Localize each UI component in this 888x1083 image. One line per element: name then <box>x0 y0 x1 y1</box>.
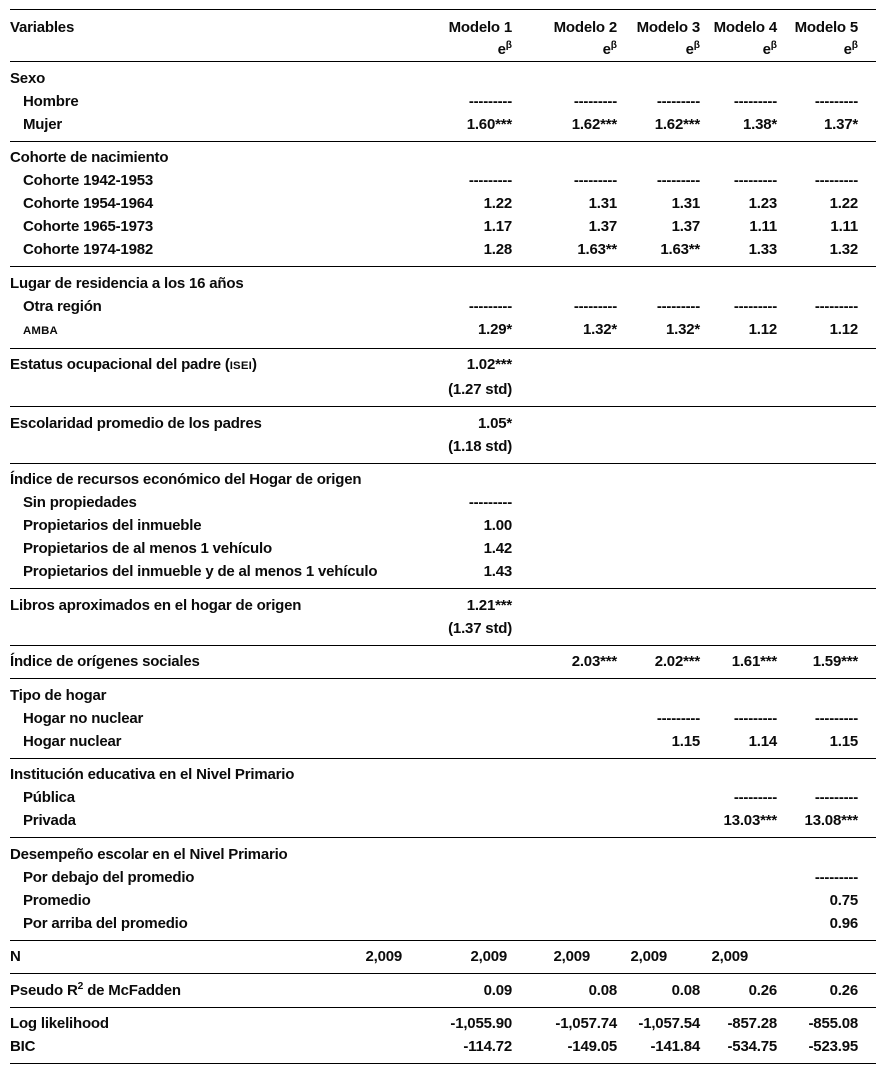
reference-category-marker: --------- <box>573 92 617 110</box>
row-label: Sin propiedades <box>23 494 137 511</box>
table-row <box>10 491 876 514</box>
cell-value: 0.09 <box>483 981 512 999</box>
table-row <box>10 945 876 968</box>
reference-category-marker: --------- <box>733 789 777 806</box>
cell-value: 1.42 <box>483 540 512 557</box>
cell-value: 1.60*** <box>466 115 512 133</box>
table-section <box>10 349 876 408</box>
reference-category-marker: --------- <box>733 709 777 727</box>
reference-category-marker: --------- <box>733 92 777 110</box>
table-row <box>10 238 876 261</box>
row-label: Por arriba del promedio <box>23 914 188 932</box>
row-label: Pseudo $R^2$ de McFadden <box>10 980 181 999</box>
exp-beta-header: $e^\beta$ <box>497 40 512 58</box>
row-label: Pública <box>23 789 75 806</box>
reference-category-marker: --------- <box>468 297 512 315</box>
table-row <box>10 889 876 912</box>
cell-value: 1.32* <box>582 320 617 338</box>
table-section <box>10 679 876 759</box>
row-label: Propietarios del inmueble <box>23 517 202 534</box>
cell-value: 1.21*** <box>466 596 512 614</box>
exp-beta-header: $e^\beta$ <box>685 40 700 58</box>
cell-value: 1.02*** <box>466 356 512 373</box>
cell-value: -114.72 <box>463 1038 512 1055</box>
model-header: Modelo 4 <box>713 19 777 36</box>
cell-value: 2,009 <box>711 948 748 965</box>
cell-value: 0.96 <box>829 914 858 932</box>
table-section <box>10 941 876 975</box>
table-row <box>10 617 876 640</box>
table-row <box>10 707 876 730</box>
model-header: Modelo 5 <box>794 19 858 36</box>
reference-category-marker: --------- <box>814 92 858 110</box>
cell-value: 13.03*** <box>723 812 777 829</box>
table-row <box>10 514 876 537</box>
model-header-row <box>10 15 876 41</box>
table-row <box>10 843 876 866</box>
table-row <box>10 468 876 491</box>
cell-value: -855.08 <box>808 1015 858 1032</box>
cell-value: 1.11 <box>749 218 777 235</box>
row-label: Propietarios del inmueble y de al menos 1 vehículo <box>23 563 378 580</box>
cell-value: 1.38* <box>742 115 777 133</box>
cell-value: -1,055.90 <box>450 1015 512 1032</box>
row-label: Mujer <box>23 115 63 133</box>
cell-value: 1.11 <box>830 218 858 235</box>
model-header: Modelo 2 <box>553 19 617 36</box>
row-label: Log likelihood <box>10 1015 109 1032</box>
row-label: Desempeño escolar en el Nivel Primario <box>10 845 288 863</box>
row-label: Cohorte 1965-1973 <box>23 218 153 235</box>
row-label: Sexo <box>10 69 46 87</box>
row-label: Otra región <box>23 297 102 315</box>
cell-value: (1.18 std) <box>448 437 512 455</box>
row-label: Cohorte 1942-1953 <box>23 172 153 189</box>
table-row <box>10 650 876 673</box>
table-row <box>10 378 876 401</box>
row-label: Índice de recursos económico del Hogar de origen <box>10 471 362 488</box>
cell-value: 2,009 <box>365 948 402 965</box>
cell-value: 1.12 <box>748 320 777 338</box>
reference-category-marker: --------- <box>468 92 512 110</box>
reference-category-marker: --------- <box>814 172 858 189</box>
row-label: Tipo de hogar <box>10 686 107 704</box>
reference-category-marker: --------- <box>733 297 777 315</box>
row-label: Institución educativa en el Nivel Primario <box>10 766 295 783</box>
row-label: Hogar no nuclear <box>23 709 144 727</box>
reference-category-marker: --------- <box>573 172 617 189</box>
coef-header-row <box>10 41 876 58</box>
cell-value: 2,009 <box>630 948 667 965</box>
table-row <box>10 684 876 707</box>
table-row <box>10 113 876 136</box>
cell-value: 1.22 <box>829 195 858 212</box>
table-row <box>10 146 876 169</box>
exp-beta-header: $e^\beta$ <box>762 40 777 58</box>
cell-value: 1.43 <box>483 563 512 580</box>
cell-value: 1.28 <box>483 241 512 258</box>
reference-category-marker: --------- <box>814 789 858 806</box>
row-label: Propietarios de al menos 1 vehículo <box>23 540 272 557</box>
cell-value: 0.08 <box>588 981 617 999</box>
table-section <box>10 646 876 680</box>
table-row <box>10 90 876 113</box>
reference-category-marker: --------- <box>468 172 512 189</box>
cell-value: 1.63** <box>577 241 617 258</box>
row-label: Índice de orígenes sociales <box>10 653 200 670</box>
cell-value: 1.61*** <box>731 653 777 670</box>
variables-header: Variables <box>10 19 75 36</box>
cell-value: 1.37 <box>588 218 617 235</box>
table-section <box>10 1008 876 1065</box>
cell-value: 1.17 <box>483 218 512 235</box>
cell-value: 0.75 <box>829 891 858 909</box>
row-label: Promedio <box>23 891 91 909</box>
row-label: Lugar de residencia a los 16 años <box>10 274 244 292</box>
table-section <box>10 62 876 142</box>
reference-category-marker: --------- <box>656 172 700 189</box>
cell-value: -149.05 <box>567 1038 617 1055</box>
table-row <box>10 979 876 1002</box>
row-label: Cohorte 1954-1964 <box>23 195 153 212</box>
cell-value: 1.37* <box>823 115 858 133</box>
row-label: Libros aproximados en el hogar de origen <box>10 596 302 614</box>
table-row <box>10 67 876 90</box>
table-row <box>10 318 876 343</box>
reference-category-marker: --------- <box>656 92 700 110</box>
cell-value: 2,009 <box>470 948 507 965</box>
cell-value: -141.84 <box>650 1038 700 1055</box>
table-section <box>10 464 876 590</box>
cell-value: 1.31 <box>588 195 617 212</box>
row-label: Privada <box>23 812 76 829</box>
cell-value: 13.08*** <box>804 812 858 829</box>
cell-value: -1,057.54 <box>638 1015 700 1032</box>
cell-value: 0.26 <box>748 981 777 999</box>
table-row <box>10 763 876 786</box>
table-row <box>10 809 876 832</box>
cell-value: 0.08 <box>671 981 700 999</box>
row-label: Escolaridad promedio de los padres <box>10 414 262 432</box>
table-section <box>10 838 876 941</box>
regression-table <box>10 9 876 1064</box>
table-row <box>10 560 876 583</box>
table-row <box>10 1035 876 1058</box>
table-body <box>10 62 876 1064</box>
cell-value: 1.33 <box>748 241 777 258</box>
table-row <box>10 192 876 215</box>
row-label: AMBA <box>23 324 58 337</box>
table-row <box>10 730 876 753</box>
cell-value: 1.23 <box>748 195 777 212</box>
cell-value: 1.59*** <box>812 653 858 670</box>
table-row <box>10 412 876 435</box>
row-label: Por debajo del promedio <box>23 868 195 886</box>
table-row <box>10 1012 876 1035</box>
reference-category-marker: --------- <box>656 297 700 315</box>
table-row <box>10 912 876 935</box>
table-section <box>10 589 876 646</box>
row-label: Cohorte 1974-1982 <box>23 241 153 258</box>
cell-value: 1.14 <box>748 732 777 750</box>
row-label: Estatus ocupacional del padre (ISEI) <box>10 356 257 373</box>
cell-value: 2.03*** <box>571 653 617 670</box>
table-row <box>10 169 876 192</box>
row-label: N <box>10 948 21 965</box>
table-row <box>10 786 876 809</box>
cell-value: 1.63** <box>660 241 700 258</box>
reference-category-marker: --------- <box>573 297 617 315</box>
table-row <box>10 537 876 560</box>
table-section <box>10 759 876 839</box>
cell-value: 2,009 <box>553 948 590 965</box>
table-row <box>10 866 876 889</box>
reference-category-marker: --------- <box>814 297 858 315</box>
cell-value: 1.32* <box>665 320 700 338</box>
model-header: Modelo 1 <box>448 19 512 36</box>
reference-category-marker: --------- <box>733 172 777 189</box>
cell-value: 2.02*** <box>654 653 700 670</box>
cell-value: 1.15 <box>829 732 858 750</box>
cell-value: 1.62*** <box>654 115 700 133</box>
table-header <box>10 10 876 62</box>
cell-value: 1.29* <box>477 320 512 338</box>
table-section <box>10 267 876 349</box>
cell-value: 0.26 <box>829 981 858 999</box>
reference-category-marker: --------- <box>468 494 512 511</box>
row-label: Hogar nuclear <box>23 732 122 750</box>
reference-category-marker: --------- <box>814 868 858 886</box>
cell-value: -857.28 <box>727 1015 777 1032</box>
table-section <box>10 974 876 1008</box>
cell-value: 1.37 <box>671 218 700 235</box>
exp-beta-header: $e^\beta$ <box>843 40 858 58</box>
cell-value: -534.75 <box>727 1038 777 1055</box>
cell-value: -1,057.74 <box>555 1015 617 1032</box>
table-row <box>10 295 876 318</box>
table-row <box>10 435 876 458</box>
row-label: BIC <box>10 1038 36 1055</box>
table-row <box>10 215 876 238</box>
table-section <box>10 142 876 268</box>
row-label: Cohorte de nacimiento <box>10 149 169 166</box>
table-row <box>10 594 876 617</box>
cell-value: (1.37 std) <box>448 619 512 637</box>
cell-value: 1.22 <box>483 195 512 212</box>
reference-category-marker: --------- <box>814 709 858 727</box>
table-row <box>10 272 876 295</box>
table-row <box>10 353 876 378</box>
reference-category-marker: --------- <box>656 709 700 727</box>
cell-value: -523.95 <box>808 1038 858 1055</box>
cell-value: (1.27 std) <box>448 381 512 398</box>
cell-value: 1.32 <box>829 241 858 258</box>
cell-value: 1.05* <box>477 414 512 432</box>
cell-value: 1.12 <box>829 320 858 338</box>
row-label: Hombre <box>23 92 79 110</box>
table-section <box>10 407 876 464</box>
cell-value: 1.62*** <box>571 115 617 133</box>
model-header: Modelo 3 <box>636 19 700 36</box>
cell-value: 1.15 <box>671 732 700 750</box>
exp-beta-header: $e^\beta$ <box>602 40 617 58</box>
cell-value: 1.31 <box>671 195 700 212</box>
cell-value: 1.00 <box>483 517 512 534</box>
